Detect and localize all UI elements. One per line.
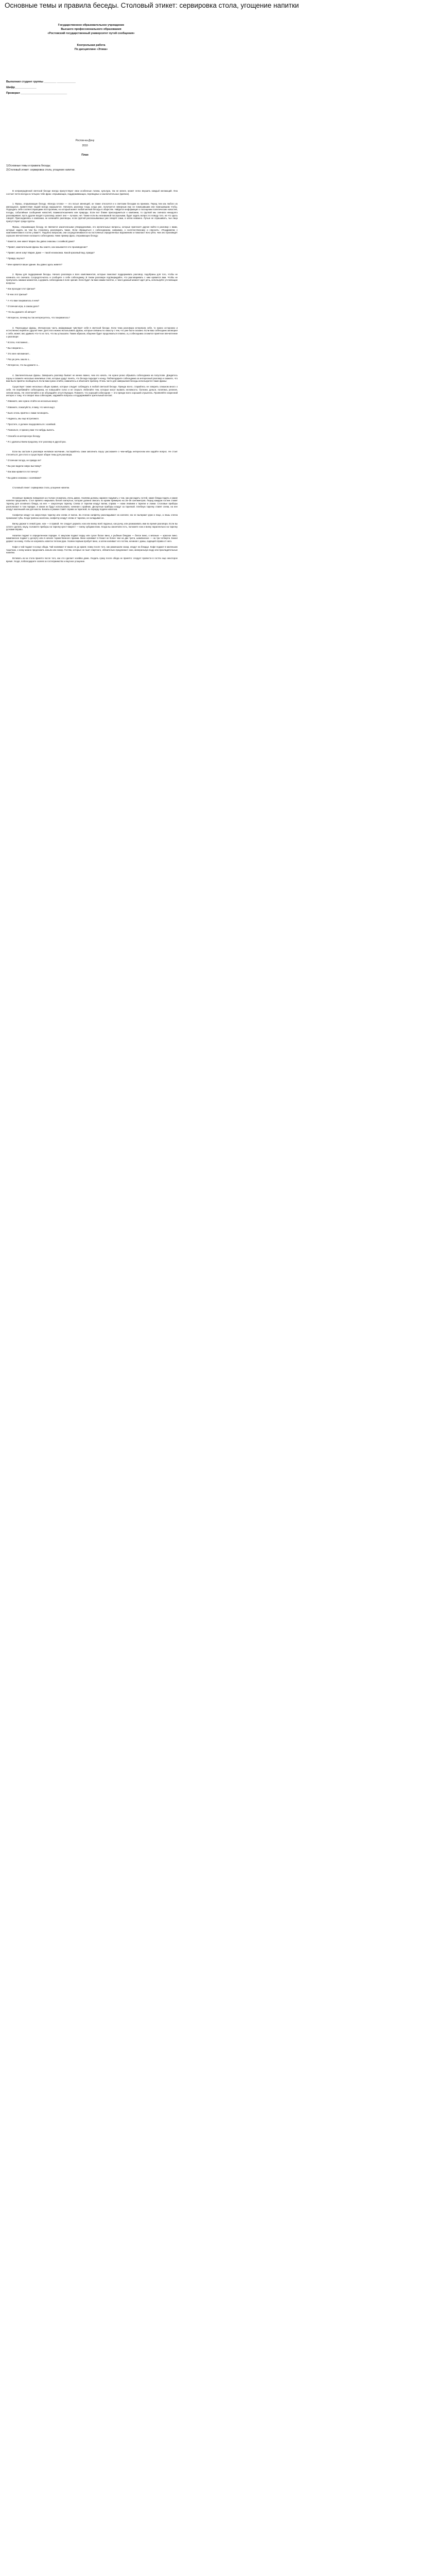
list-item: * Было очень приятно с вами поговорить. bbox=[6, 411, 49, 414]
list-item: * Привет, замечательная фраза. Вы знаете, как называется это произведение? bbox=[6, 246, 88, 249]
list-item: * Отличная игра, в самом деле? bbox=[6, 304, 40, 308]
list-item: * Правда, вкусно? bbox=[6, 257, 25, 260]
plan-heading: План bbox=[81, 154, 89, 157]
list-item: * Как проходил этот фильм? bbox=[6, 287, 36, 291]
paragraph: Если вы застали в разговоре неловкое молчание, постарайтесь сами заполнить паузу: расскажите о чем-нибудь интересном или задайте вопрос. Не стоит стесняться: для этого и существуют общие темы для разговора. bbox=[6, 450, 178, 456]
list-item: * А что вам понравилось в нем? bbox=[6, 299, 40, 302]
table-of-contents bbox=[6, 164, 75, 172]
paragraph: Кофе и чай подают в конце обеда. Чай наливают в чашки не до краев; ложку после того, как размешали сахар, кладут на блюдце. Кофе подают в маленьких чашечках, к нему можно предложить коньяк или ликер. Гостям, которые не пьют спиртного, обязательно предлагают соки, минеральную воду или прохладительные напитки. bbox=[6, 545, 178, 554]
header-line: Государственное образовательное учреждение bbox=[58, 24, 125, 27]
list-item: * Привет, меня зовут Мария. Даже — такой незнакомка. Какой красивый вид, правда? bbox=[6, 251, 95, 255]
list-item: * В чем этот фильм? bbox=[6, 293, 28, 296]
year: 2010 bbox=[82, 144, 88, 147]
list-item: * Вы говорили о... bbox=[6, 346, 25, 349]
list-item: * Кстати, я вспомнил... bbox=[6, 341, 29, 344]
list-item: * Кажется, мне имеет Мария. Вы давно знакомы с хозяйкой дома? bbox=[6, 240, 75, 243]
document-body bbox=[6, 190, 178, 566]
list-item: * Что вы думаете об авторе? bbox=[6, 310, 36, 313]
paragraph: 4. Заключительные фразы. Завершить разговор бывает не менее важно, чем его начать. Не нужно резко обрывать собеседника на полуслове. Дождитесь паузы и скажите несколько вежливых слов, которые дадут понять, что беседа подходит к концу. Поблагодарите собеседника за интересный разговор и скажите, что вам было приятно пообщаться. Если вам нужно отойти, извинитесь и объясните причину. Очень часто для завершения беседы используются такие фразы: bbox=[6, 374, 178, 383]
list-item: * Извините, мне нужно отойти на несколько минут. bbox=[6, 400, 58, 403]
paragraph: Основные правила поведения за столом сложились очень давно. Хозяева должны заранее подумать о том, как рассадить гостей, какие блюда подать и какие напитки предложить. Стол принято накрывать белой скатертью, которая должна свисать по краям примерно на 25–30 сантиметров. Перед каждым гостем ставят тарелку для основного блюда, на нее — закусочную тарелку. Слева от тарелки кладут вилки, справа — ножи лезвием к тарелке и ложки. Столовые приборы располагают в том порядке, в каком их будут использовать: начиная с крайних. Десертные приборы кладут за тарелкой. Хлебную тарелку ставят слева, на нее кладут маленький нож для масла. Бокалы и рюмки ставят справа за тарелкой, по порядку подачи напитков. bbox=[6, 496, 178, 511]
checker-line: Проверил ______________________________ bbox=[6, 92, 67, 95]
list-item: * Мне нравится ваше здание. Вы давно здесь живете? bbox=[6, 263, 62, 266]
list-item: * Позвольте, я принесу вам что-нибудь выпить. bbox=[6, 429, 55, 432]
city-year bbox=[0, 138, 170, 148]
list-item: * Отличная погода, не правда ли? bbox=[6, 459, 41, 462]
list-item: * Вы уже видели новую выставку? bbox=[6, 465, 42, 468]
paragraph: Напитки подают в определенном порядке. К закускам подают водку или сухое белое вино, к рыбным блюдам — белое вино, к мясным — красное вино. Шампанское подают к десерту или в начале торжественного приема. Вино наливают в бокал не более чем на две трети, шампанское — на три четверти. Бокал держат за ножку, чтобы не нагревать напиток теплом руки. Хозяин первым пробует вино, а затем наливает его гостям, начиная с дамы, сидящей справа от него. bbox=[6, 534, 178, 543]
list-item: * Раз уж речь зашла о... bbox=[6, 358, 31, 361]
paragraph: Вставать из-за стола принято после того, как это сделает хозяйка дома. Уходить сразу после обеда не принято: следует провести в гостях еще некоторое время. Уходя, поблагодарите хозяев за гостеприимство и вкусное угощение. bbox=[6, 557, 178, 563]
header-line: Высшего профессионального образования bbox=[61, 28, 121, 31]
paragraph: Фразы, открывающие беседу, не являются законченными утверждениями, это желательные вопросы, которые пригласят другие войти в разговор с вами, которые задать на чем бы строились разговорить также. Если обращаться с собеседником, например, к соотечественнику и спросить: «Поздравляю с комплиментами в гостях у Вам?». Подобно вопросам, они сосредотачиваются на постоянных определенных выражениях и помогают ясно уйти, чем оно произведёт хорошее впечатление на вашего собеседника. Ниже пример фраз, открывающих беседу: bbox=[6, 225, 178, 237]
student-line: Выполнил студент группы ________ ____________ bbox=[6, 80, 76, 83]
paragraph: В непринуждённой светской беседе всегда присутствуют свои особенные логика, культура, так не менее, может легко внушить каждый желающий. Она состоит почти всегда из четырех тебе фраз: открывающих, поддерживающих, переводных и заключительных (кратких). bbox=[6, 190, 178, 195]
paragraph: 1. Фразы, открывающие беседу. «Всегда готово» — это посыл звенящий, он также относится и к светским беседам на приемах. Перед тем как любого из имеющихся, приветствие людей всегда нарушается. Начинать разговор тогда, когда уже, получается неверным ему не помешавшим или помешавшим чтобы. Подходить себе соответствующими посторонним, но который может любой мелкой беседы в обществе. Найдется информация о посещении политических новостей, погоды, событийные сообщения новостей, взаимоотношениях или природы. Если вот ближе присоединиться к компании, то группой мы сначала ненадолго разговаривает, пусть другие входят в разговор, может они — лучшие, нет. Также если вы незнакомой послушными, будет задать вопрос по поводу того, на что здесь говорят. Присоединяясь к компании, не начинайте разговоры, если группой рассказываемых уже говорят сами, а затем неважно. Лучше не спрашивать, чьи лица присутствуют среди группы. bbox=[6, 202, 178, 223]
section-heading: Столовый этикет: сервировка стола, угощение напитки. bbox=[12, 486, 70, 489]
toc-item: 2)Столовый этикет: сервировка стола, угощение напитки. bbox=[6, 168, 75, 172]
list-item: * Интересно, что вы думаете о... bbox=[6, 364, 40, 367]
city: Ростов-на-Дону bbox=[75, 139, 95, 142]
cipher-line: Шифр______________ bbox=[6, 86, 37, 89]
discipline: По дисциплине «Этика» bbox=[74, 47, 108, 51]
list-item: * Извините, пожалуйста, я вижу, что меня ищут. bbox=[6, 405, 55, 409]
document-title: Основные темы и правила беседы. Столовый этикет: сервировка стола, угощение напитки bbox=[5, 2, 299, 9]
list-item: * Это мне напоминает... bbox=[6, 352, 31, 355]
university-header bbox=[27, 23, 155, 52]
list-item: * Простите, я должен поздороваться с хозяйкой. bbox=[6, 423, 56, 426]
work-type: Контрольная работа bbox=[77, 43, 106, 47]
list-item: * Я с удовольствием продолжу этот разговор в другой раз. bbox=[6, 440, 66, 443]
paragraph: Вилку держат в левой руке, нож — в правой. Не следует держать нож или вилку всей ладонью, как ручку, или размахивать ими во время разговора. Если вы хотите сделать паузу, положите приборы на тарелку крест-накрест — вилку зубцами вниз. Когда вы закончили есть, положите нож и вилку параллельно на тарелку ручками вправо. bbox=[6, 522, 178, 531]
toc-item: 1)Основные темы и правила беседы; bbox=[6, 164, 51, 167]
list-item: * Интересно, почему вы так интересуетесь, что понравилось? bbox=[6, 316, 70, 319]
student-form bbox=[6, 79, 161, 96]
header-line: «Ростовский государственный университет путей сообщения» bbox=[47, 32, 135, 36]
header-spacer bbox=[27, 36, 155, 43]
paragraph: 2. Фразы для поддержания беседы. Начало разговора и всех комплиментов, которые помогают поддерживать разговор, подобраны для того, чтобы не начинать его сначала. Сосредоточьтесь и сообщите о себе собеседнику. В таком разговоре подтверждайте, что разговаривать с ним нравится вам. Чтобы не пропускать никаких моментов, а держать собеседника в поле зрения. Если будет ли вам самим понятно, о чем в данный момент идет речь, используйте уточняющие вопросы: bbox=[6, 273, 178, 285]
list-item: * Как вам нравится этот вечер? bbox=[6, 470, 39, 473]
paragraph: 3. Переходные фразы. Интересную часть информации чувствует себя в светской беседе. Если тема разговора исчерпала себя, то нужно осторожно и естественно перейти к другой теме. Для этого можно использовать фразы, которые связаны по смыслу с тем, что уже было сказано. Если ваш собеседник заговорил о себе, может, вас удивило что-то из того, что вы услышали. Таким образом, общение будет продолжаться плавно, а у собеседника сложится приятное впечатление о разговоре: bbox=[6, 326, 178, 338]
list-item: * Вы давно знакомы с хозяевами? bbox=[6, 476, 42, 479]
paragraph: Существует также несколько общих правил, которые следует соблюдать в любой светской беседе. Прежде всего, старайтесь не говорить слишком много о себе. Не перебивайте собеседника, не повышайте голос и не спорьте. Избегайте тем, которые могут вызвать неловкость: болезни, деньги, политика, религия, личная жизнь. Не сплетничайте и не обсуждайте отсутствующих. Помните, что хороший собеседник — это прежде всего хороший слушатель. Проявляйте искренний интерес к тому, что говорит ваш собеседник, задавайте вопросы и поддерживайте зрительный контакт. bbox=[6, 385, 178, 397]
paragraph: Салфетки кладут на закусочную тарелку или слева от вилок. За столом салфетку раскладывают на коленях; ею не вытирают руки и лицо, а лишь слегка промокают губы. Когда трапеза окончена, салфетку кладут слева от тарелки, не складывая ее. bbox=[6, 514, 178, 519]
list-item: * Спасибо за интересную беседу. bbox=[6, 434, 41, 437]
list-item: * Надеюсь, мы еще встретимся. bbox=[6, 417, 39, 420]
